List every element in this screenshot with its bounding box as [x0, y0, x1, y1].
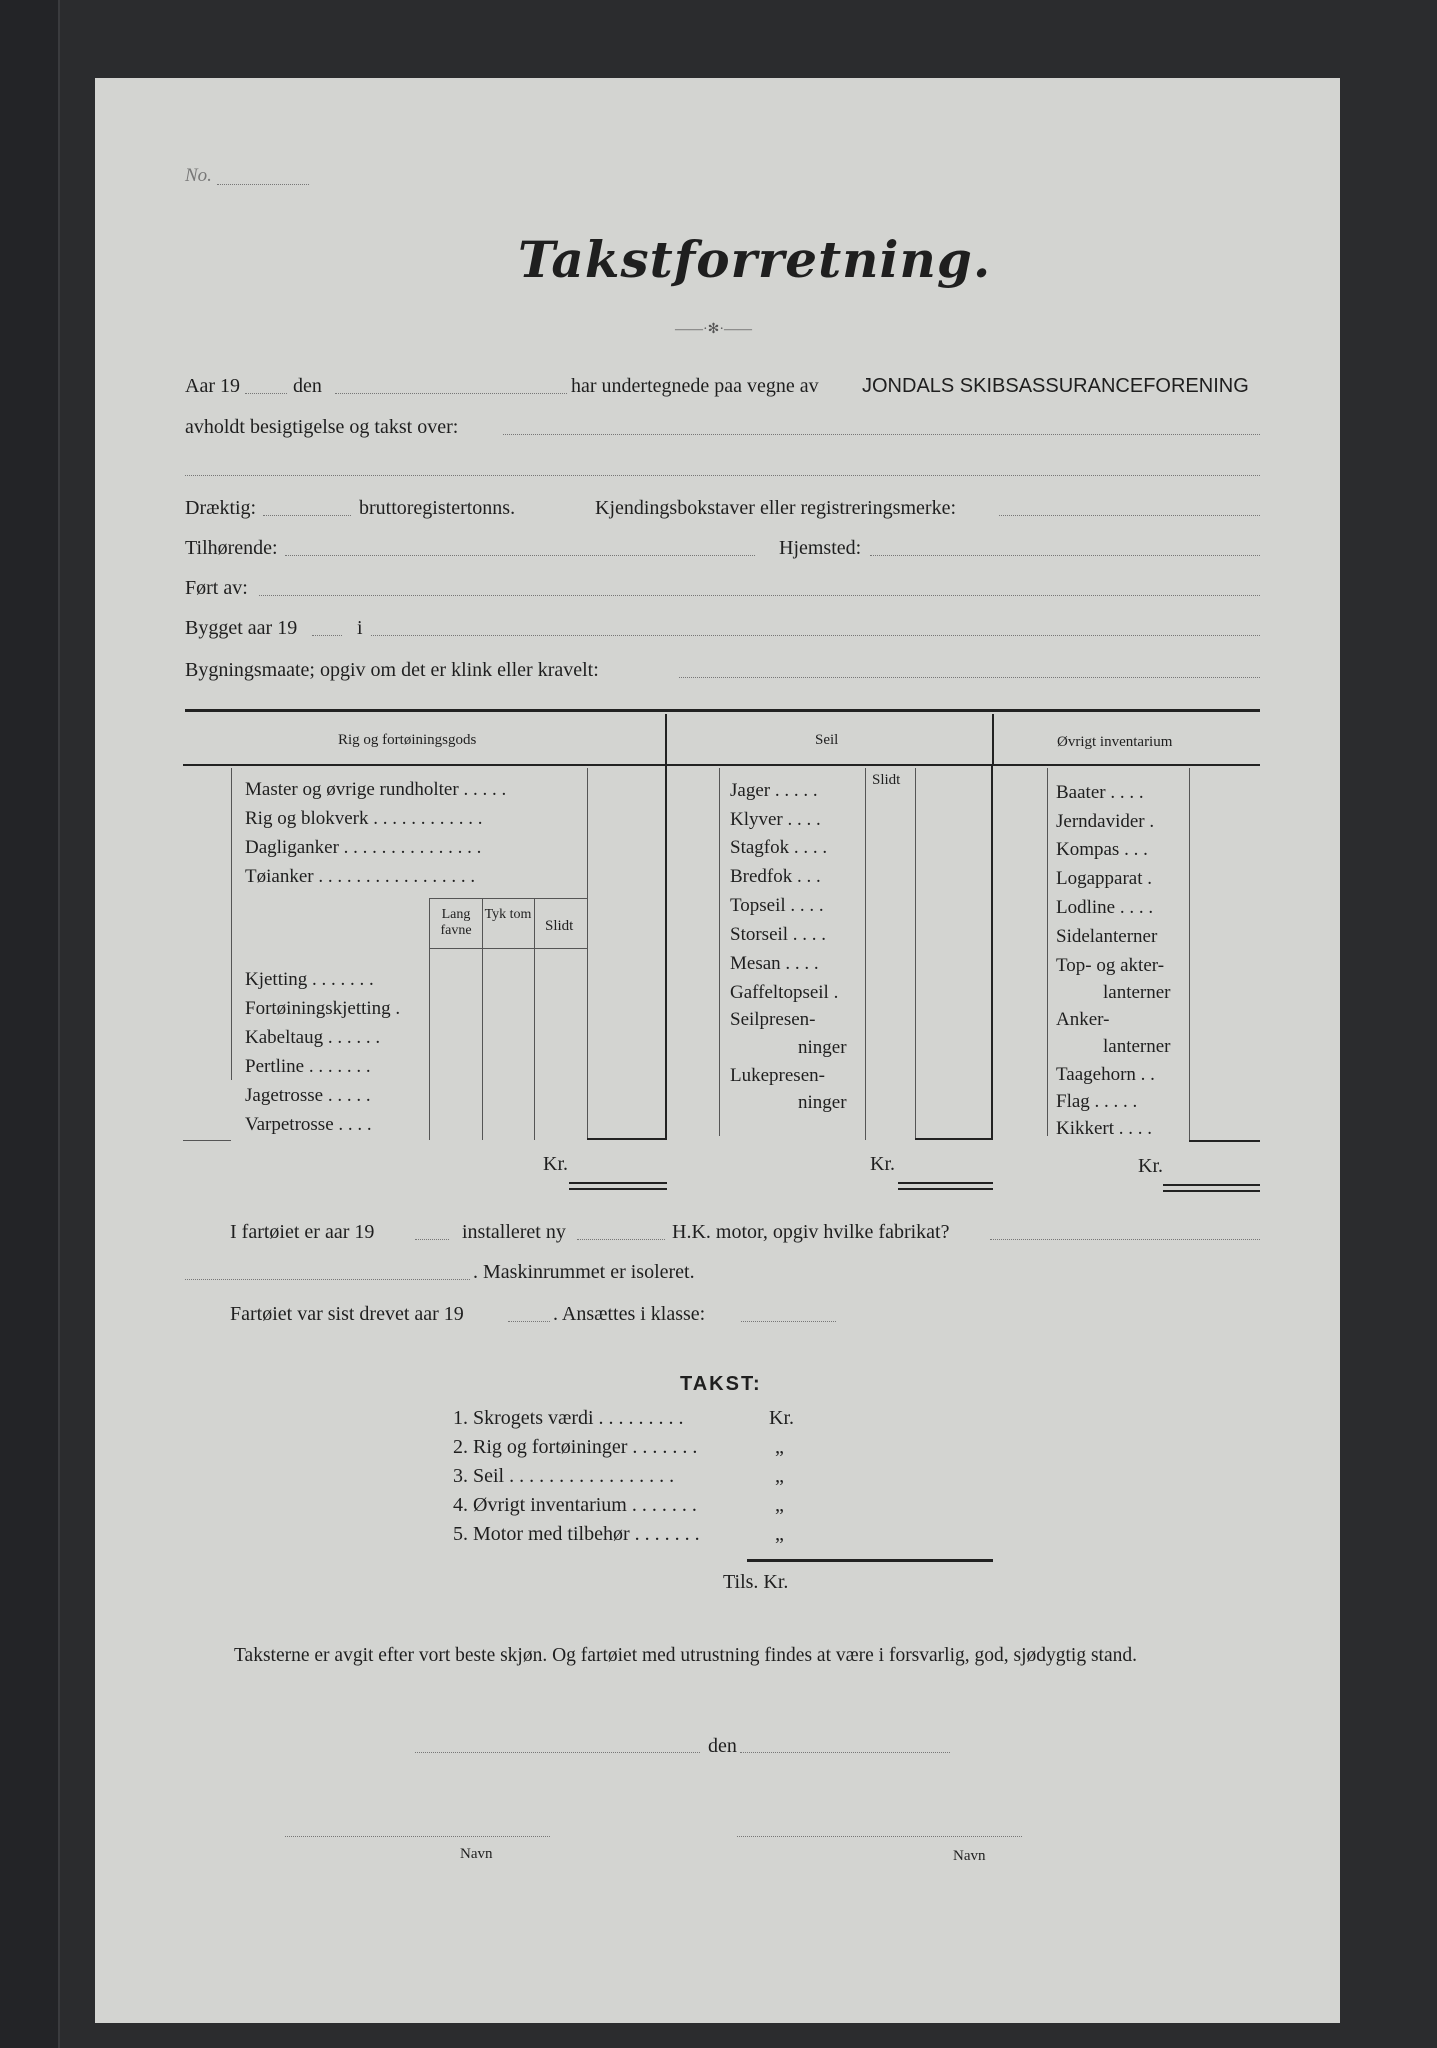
chain-item: Jagetrosse . . . . .	[245, 1085, 371, 1106]
date-field[interactable]	[335, 392, 567, 394]
number-label: No.	[185, 165, 212, 186]
inventory-item: Sidelanterner	[1056, 926, 1158, 947]
seil-item: ninger	[798, 1037, 847, 1058]
seil-item: Storseil . . . .	[730, 924, 827, 945]
motor-line-3a: Fartøiet var sist drevet aar 19	[230, 1303, 464, 1325]
rig-sum-rule	[569, 1182, 667, 1184]
inventory-item: Lodline . . . .	[1056, 897, 1154, 918]
inventory-item: Kikkert . . . .	[1056, 1118, 1153, 1139]
subtable-line	[534, 898, 535, 1140]
motor-year-field[interactable]	[415, 1238, 449, 1240]
inventory-header: Øvrigt inventarium	[1057, 734, 1173, 750]
seil-item: Jager . . . . .	[730, 780, 818, 801]
motor-line-1c: H.K. motor, opgiv hvilke fabrikat?	[672, 1221, 950, 1243]
slidt-header: Slidt	[545, 918, 574, 934]
takst-unit: „	[775, 1523, 784, 1545]
inventory-item: Flag . . . . .	[1056, 1091, 1138, 1112]
hjemsted-label: Hjemsted:	[779, 537, 862, 559]
seil-right-border	[991, 766, 993, 1140]
subtable-line	[482, 898, 483, 1140]
subtable-top	[429, 898, 587, 899]
seil-item: Klyver . . . .	[730, 809, 821, 830]
year-field[interactable]	[245, 392, 287, 394]
seil-header: Seil	[815, 732, 839, 748]
chain-item: Kjetting . . . . . . .	[245, 969, 374, 990]
bygget-label: Bygget aar 19	[185, 617, 298, 639]
tyk-tom-header: Tyk tom	[484, 907, 532, 922]
fort-av-label: Ført av:	[185, 577, 248, 599]
takst-item: 1. Skrogets værdi . . . . . . . . .	[453, 1407, 684, 1429]
rig-item: Master og øvrige rundholter . . . . .	[245, 779, 507, 800]
forening-name: JONDALS SKIBSASSURANCEFORENING	[862, 375, 1249, 397]
inventory-sum-rule	[1163, 1184, 1260, 1186]
seil-sum-rule	[898, 1182, 993, 1184]
driven-year-field[interactable]	[508, 1320, 550, 1322]
avholdt-label: avholdt besigtigelse og takst over:	[185, 416, 459, 438]
inventory-item: Taagehorn . .	[1056, 1064, 1155, 1085]
takst-unit: „	[775, 1465, 784, 1487]
chain-item: Kabeltaug . . . . . .	[245, 1027, 381, 1048]
motor-line-2: . Maskinrummet er isoleret.	[473, 1261, 695, 1283]
inventory-item: Kompas . . .	[1056, 839, 1148, 860]
signature-line-1[interactable]	[285, 1835, 550, 1837]
takst-heading: TAKST:	[680, 1373, 762, 1395]
subtable-line	[429, 898, 430, 1140]
signature-name-2: Navn	[953, 1848, 986, 1864]
inventory-item: lanterner	[1103, 1036, 1171, 1057]
form-title: Takstforretning.	[518, 230, 992, 289]
lang-favne-header: Lang favne	[440, 907, 472, 938]
rig-item: Tøianker . . . . . . . . . . . . . . . . .	[245, 866, 476, 887]
takst-item: 5. Motor med tilbehør . . . . . . .	[453, 1523, 700, 1545]
takst-unit: „	[775, 1436, 784, 1458]
seil-sum-rule	[898, 1188, 993, 1190]
bygningsmaate-label: Bygningsmaate; opgiv om det er klink eller kravelt:	[185, 659, 599, 681]
table-header-rule	[183, 764, 1260, 766]
takst-total-rule	[747, 1559, 993, 1562]
signature-name-1: Navn	[460, 1846, 493, 1862]
motor-make-field-2[interactable]	[185, 1278, 470, 1280]
inventory-item: Anker-	[1056, 1009, 1110, 1030]
rig-slidt-line	[587, 768, 588, 1140]
statement-text: Taksterne er avgit efter vort beste skjøn. Og fartøiet med utrustning findes at være i forsvarlig, god, sjødygtig stand.	[234, 1645, 1138, 1666]
chain-item: Pertline . . . . . . .	[245, 1056, 371, 1077]
motor-line-3b: . Ansættes i klasse:	[553, 1303, 706, 1325]
rig-header: Rig og fortøiningsgods	[338, 732, 477, 748]
header-divider-1	[665, 714, 667, 764]
takst-unit: „	[775, 1494, 784, 1516]
seil-item: Seilpresen-	[730, 1009, 816, 1030]
seil-item: Mesan . . . .	[730, 953, 819, 974]
owner-field[interactable]	[285, 554, 755, 556]
place-field[interactable]	[415, 1751, 700, 1753]
den-footer-label: den	[708, 1735, 737, 1757]
build-place-field[interactable]	[371, 634, 1260, 636]
seil-item: Stagfok . . . .	[730, 837, 828, 858]
tonnage-field[interactable]	[263, 514, 351, 516]
inventory-kr-label: Kr.	[1138, 1155, 1163, 1177]
takst-item: 3. Seil . . . . . . . . . . . . . . . . .	[453, 1465, 675, 1487]
vessel-field-2[interactable]	[185, 474, 1260, 476]
seil-kr-label: Kr.	[870, 1153, 895, 1175]
class-field[interactable]	[741, 1320, 836, 1322]
takst-total-label: Tils. Kr.	[723, 1571, 789, 1593]
seil-item: Bredfok . . .	[730, 866, 821, 887]
takst-unit: Kr.	[769, 1407, 794, 1429]
seil-slidt-right-line	[915, 768, 916, 1140]
inventory-value-line	[1189, 768, 1190, 1140]
inventory-item: Top- og akter-	[1056, 955, 1165, 976]
takst-item: 2. Rig og fortøininger . . . . . . .	[453, 1436, 698, 1458]
motor-make-field[interactable]	[990, 1238, 1260, 1240]
motor-hk-field[interactable]	[577, 1238, 665, 1240]
header-divider-2	[992, 714, 994, 764]
undertegnede-text: har undertegnede paa vegne av	[571, 375, 819, 397]
seil-item: Topseil . . . .	[730, 895, 824, 916]
inventory-sum-rule	[1163, 1190, 1260, 1192]
tilhorende-label: Tilhørende:	[185, 537, 278, 559]
construction-field[interactable]	[679, 676, 1260, 678]
skipper-field[interactable]	[259, 594, 1260, 596]
rig-item: Rig og blokverk . . . . . . . . . . . .	[245, 808, 483, 829]
year-label: Aar 19	[185, 375, 240, 397]
seil-item: Gaffeltopseil .	[730, 982, 839, 1003]
chain-item: Varpetrosse . . . .	[245, 1114, 372, 1135]
takst-item: 4. Øvrigt inventarium . . . . . . .	[453, 1494, 697, 1516]
vessel-field[interactable]	[503, 433, 1260, 435]
rig-left-tick	[183, 1140, 231, 1141]
subtable-header-rule	[429, 948, 587, 949]
motor-line-1b: installeret ny	[462, 1221, 566, 1243]
seil-item: Lukepresen-	[730, 1065, 825, 1086]
bygget-i-label: i	[357, 617, 363, 639]
form-page	[95, 78, 1340, 2023]
title-ornament: ——·✻·——	[675, 322, 753, 337]
brutto-label: bruttoregistertonns.	[359, 497, 516, 519]
seil-item: ninger	[798, 1092, 847, 1113]
inventory-total-rule	[1189, 1140, 1260, 1142]
inventory-item: Jerndavider .	[1056, 811, 1155, 832]
inventory-item: lanterner	[1103, 982, 1171, 1003]
number-field[interactable]	[217, 183, 309, 185]
seil-slidt-header: Slidt	[872, 772, 901, 788]
binder-spine	[0, 0, 60, 2048]
registration-field[interactable]	[999, 514, 1260, 516]
rig-item: Dagliganker . . . . . . . . . . . . . . .	[245, 837, 482, 858]
inventory-left-line	[1047, 768, 1048, 1136]
signature-line-2[interactable]	[737, 1835, 1022, 1837]
seil-left-line	[719, 768, 720, 1136]
rig-sum-rule	[569, 1188, 667, 1190]
rig-right-border	[665, 766, 667, 1140]
home-port-field[interactable]	[870, 554, 1260, 556]
seil-slidt-line	[865, 768, 866, 1140]
kjendings-label: Kjendingsbokstaver eller registreringsmerke:	[595, 497, 956, 519]
signature-date-field[interactable]	[740, 1751, 950, 1753]
inventory-item: Baater . . . .	[1056, 782, 1144, 803]
seil-total-rule	[915, 1138, 993, 1140]
den-label: den	[293, 375, 322, 397]
draektig-label: Dræktig:	[185, 497, 257, 519]
build-year-field[interactable]	[312, 634, 342, 636]
inventory-item: Logapparat .	[1056, 868, 1153, 889]
table-top-rule	[185, 709, 1260, 712]
rig-total-rule	[587, 1138, 667, 1140]
rig-kr-label: Kr.	[543, 1153, 568, 1175]
chain-item: Fortøiningskjetting .	[245, 998, 401, 1019]
motor-line-1a: I fartøiet er aar 19	[230, 1221, 375, 1243]
rig-left-line	[231, 768, 232, 1080]
